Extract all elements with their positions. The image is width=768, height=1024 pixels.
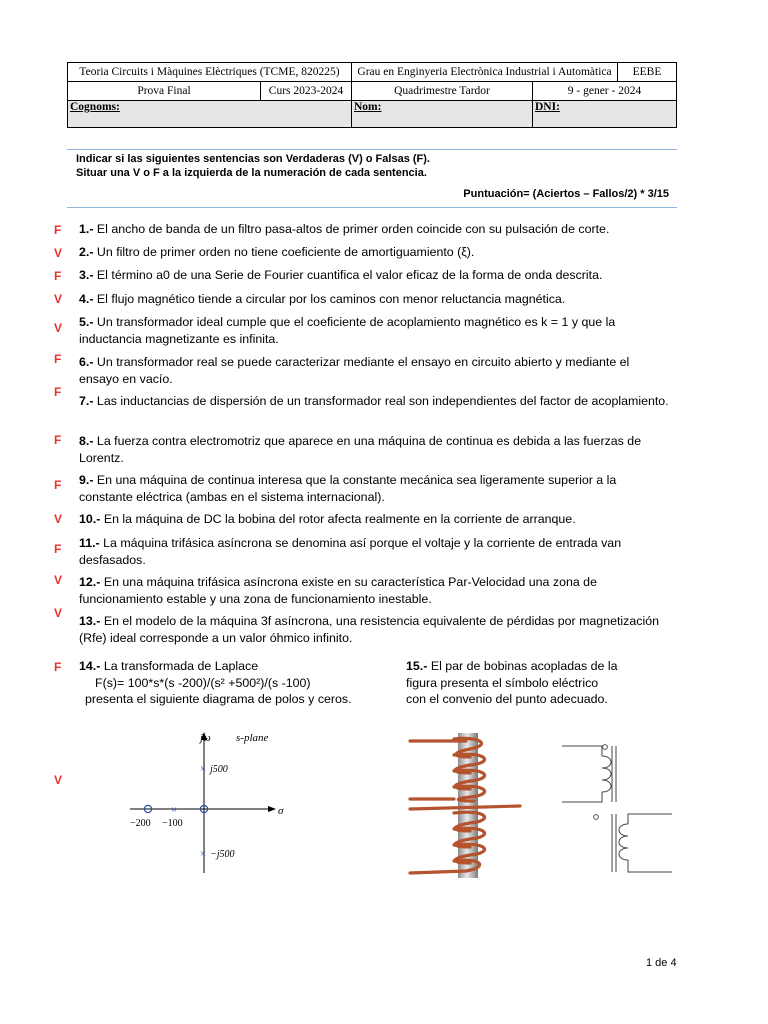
- surname-field[interactable]: Cognoms:: [68, 101, 352, 128]
- plane-label: s-plane: [236, 732, 269, 744]
- answer-mark-14-figure: V: [54, 773, 63, 787]
- answer-mark-5: V: [54, 321, 63, 335]
- course-title: Teoria Circuits i Màquines Elèctriques (TCME, 820225): [68, 63, 352, 82]
- answer-mark-13: V: [54, 606, 63, 620]
- question-6: 6.- Un transformador real se puede caracterizar mediante el ensayo en circuito abierto y mediante el ensayo en vacío.: [79, 355, 630, 386]
- question-14: 14.- La transformada de Laplace F(s)= 100*s*(s -200)/(s² +500²)/(s -100) presenta el siguiente diagrama de polos y ceros.: [79, 658, 379, 708]
- tick-label-j500: j500: [210, 764, 228, 775]
- exam-type: Prova Final: [68, 82, 261, 101]
- school-name: EEBE: [618, 63, 677, 82]
- question-15: 15.- El par de bobinas acopladas de la figura presenta el símbolo eléctrico con el convenio del punto adecuado.: [406, 659, 618, 706]
- instruction-line-1: Indicar si las siguientes sentencias son Verdaderas (V) o Falsas (F).: [76, 153, 430, 165]
- divider-top: [67, 149, 677, 150]
- pole-j500: ×: [200, 763, 207, 775]
- question-13: 13.- En el modelo de la máquina 3f asíncrona, una resistencia equivalente de pérdidas por magnetización (Rfe) ideal corresponde a un valor óhmico infinito.: [79, 614, 659, 645]
- exam-date: 9 - gener - 2024: [533, 82, 677, 101]
- name-field[interactable]: Nom:: [352, 101, 533, 128]
- question-9: 9.- En una máquina de continua interesa que la constante mecánica sea ligeramente superior a la constante eléctrica (ambas en el sistema internacional).: [79, 473, 617, 504]
- question-8: 8.- La fuerza contra electromotriz que aparece en una máquina de continua es debida a las fuerzas de Lorentz.: [79, 434, 642, 465]
- answer-mark-8: F: [54, 433, 62, 447]
- pole-zero-diagram: [120, 728, 300, 878]
- instruction-line-2: Situar una V o F a la izquierda de la numeración de cada sentencia.: [76, 167, 427, 179]
- question-4: 4.- El flujo magnético tiende a circular por los caminos con menor reluctancia magnética.: [79, 292, 566, 306]
- pole-minus-j500: ×: [200, 848, 207, 860]
- tick-label-minus-200: −200: [130, 818, 151, 829]
- laplace-formula: F(s)= 100*s*(s -200)/(s² +500²)/(s -100): [95, 675, 311, 690]
- coupled-coils-symbol: [560, 738, 675, 878]
- answer-mark-12: V: [54, 573, 63, 587]
- answer-mark-11: F: [54, 542, 62, 556]
- answer-mark-9: F: [54, 478, 62, 492]
- question-11: 11.- La máquina trifásica asíncrona se denomina así porque el voltaje y la corriente de entrada van desfasados.: [79, 536, 622, 567]
- question-2: 2.- Un filtro de primer orden no tiene coeficiente de amortiguamiento (ξ).: [79, 245, 475, 259]
- divider-bottom: [67, 207, 677, 208]
- answer-mark-14-label: F: [54, 660, 62, 674]
- imag-axis-label: jω: [200, 732, 211, 744]
- question-3: 3.- El término a0 de una Serie de Fourier cuantifica el valor eficaz de la forma de onda descrita.: [79, 268, 603, 282]
- exam-header-table: [67, 62, 677, 128]
- degree-name: Grau en Enginyeria Electrònica Industrial i Automàtica: [352, 63, 618, 82]
- pole-minus-100: ×: [171, 804, 178, 816]
- question-1: 1.- El ancho de banda de un filtro pasa-altos de primer orden coincide con su pulsación de corte.: [79, 222, 610, 236]
- answer-mark-10: V: [54, 512, 63, 526]
- dni-field[interactable]: DNI:: [533, 101, 677, 128]
- course-year: Curs 2023-2024: [261, 82, 352, 101]
- answer-mark-4: V: [54, 292, 63, 306]
- real-axis-label: σ: [278, 805, 284, 817]
- answer-mark-2: V: [54, 246, 63, 260]
- question-12: 12.- En una máquina trifásica asíncrona existe en su característica Par-Velocidad una zona de funcionamiento estable y una zona de funcionamiento inestable.: [79, 575, 597, 606]
- answer-mark-7: F: [54, 385, 62, 399]
- dot-marker-top: [603, 745, 608, 750]
- question-10: 10.- En la máquina de DC la bobina del rotor afecta realmente en la corriente de arranque.: [79, 512, 576, 526]
- coupled-coils-image: [408, 733, 523, 878]
- tick-label-minus-j500: −j500: [210, 849, 235, 860]
- answer-mark-3: F: [54, 269, 62, 283]
- tick-label-minus-100: −100: [162, 818, 183, 829]
- answer-mark-6: F: [54, 352, 62, 366]
- answer-mark-1: F: [54, 223, 62, 237]
- term: Quadrimestre Tardor: [352, 82, 533, 101]
- question-5: 5.- Un transformador ideal cumple que el coeficiente de acoplamiento magnético es k = 1 y que la inductancia magnetizante es infinita.: [79, 315, 616, 346]
- question-7: 7.- Las inductancias de dispersión de un transformador real son independientes del factor de acoplamiento.: [79, 394, 669, 408]
- dot-marker-bottom: [594, 815, 599, 820]
- page-number: 1 de 4: [646, 957, 677, 969]
- scoring-formula: Puntuación= (Aciertos – Fallos/2) * 3/15: [463, 188, 669, 200]
